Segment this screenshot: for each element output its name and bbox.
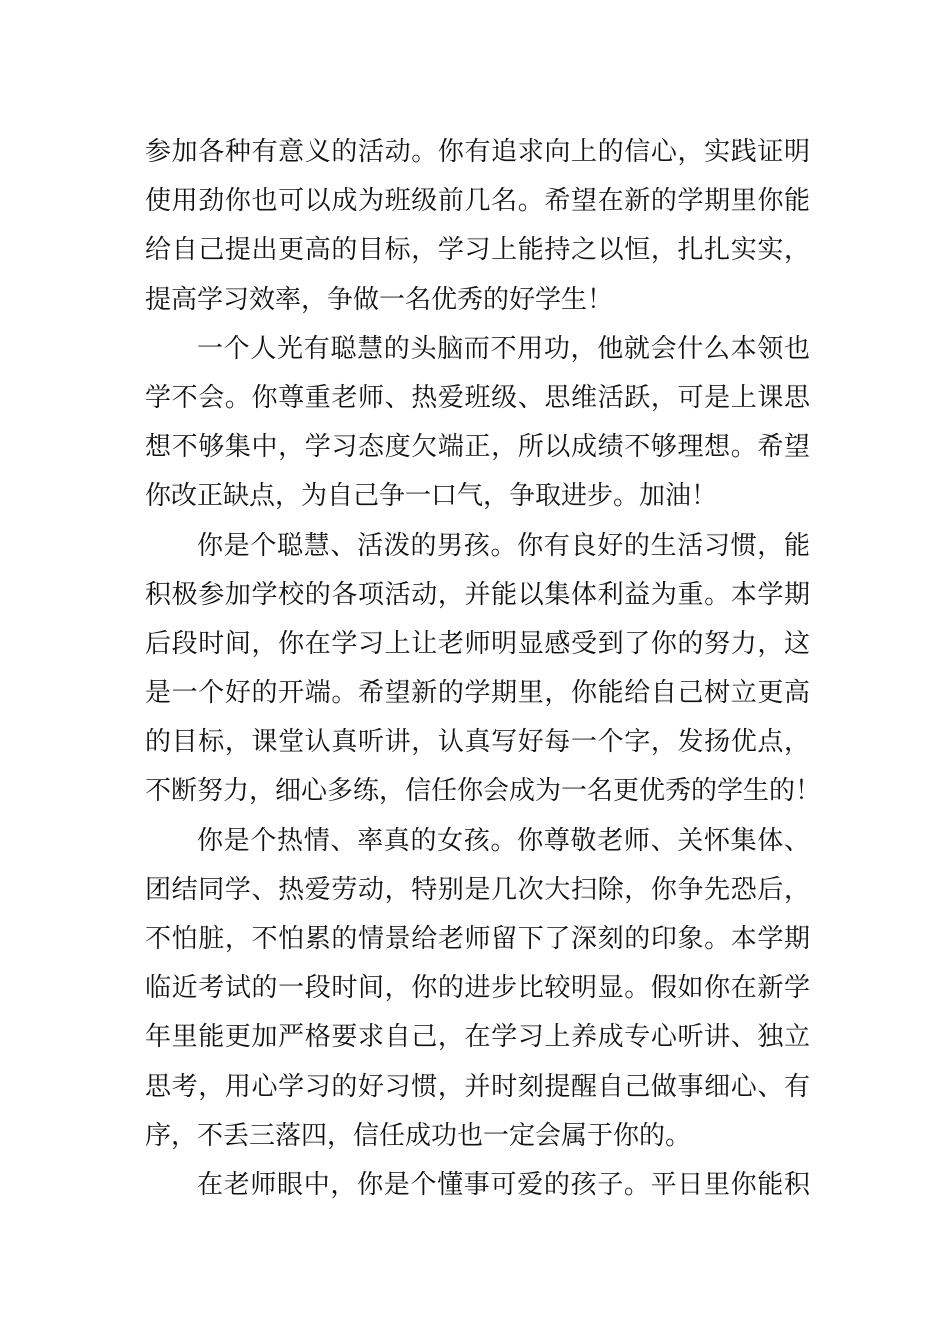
text-line: 一个人光有聪慧的头脑而不用功，他就会什么本领也: [197, 333, 810, 364]
text-line: 提高学习效率，争做一名优秀的好学生！: [145, 284, 614, 315]
text-line: 临近考试的一段时间，你的进步比较明显。假如你在新学: [145, 973, 810, 1004]
text-line: 想不够集中，学习态度欠端正，所以成绩不够理想。希望: [145, 432, 810, 463]
text-line: 积极参加学校的各项活动，并能以集体利益为重。本学期: [145, 579, 810, 610]
text-line: 思考，用心学习的好习惯，并时刻提醒自己做事细心、有: [145, 1071, 810, 1102]
text-line: 在老师眼中，你是个懂事可爱的孩子。平日里你能积: [197, 1169, 810, 1200]
text-line: 团结同学、热爱劳动，特别是几次大扫除，你争先恐后，: [145, 874, 810, 905]
text-line: 不断努力，细心多练，信任你会成为一名更优秀的学生的！: [145, 776, 822, 807]
text-line: 参加各种有意义的活动。你有追求向上的信心，实践证明: [145, 137, 810, 167]
text-line: 后段时间，你在学习上让老师明显感受到了你的努力，这: [145, 628, 810, 659]
text-line: 使用劲你也可以成为班级前几名。希望在新的学期里你能: [145, 186, 810, 217]
text-line: 给自己提出更高的目标，学习上能持之以恒，扎扎实实，: [145, 235, 810, 266]
text-line: 你改正缺点，为自己争一口气，争取进步。加油！: [145, 481, 718, 512]
text-line: 你是个聪慧、活泼的男孩。你有良好的生活习惯，能: [197, 530, 810, 561]
text-line: 你是个热情、率真的女孩。你尊敬老师、关怀集体、: [197, 825, 810, 856]
document-body-text: [145, 128, 822, 1210]
text-line: 年里能更加严格要求自己，在学习上养成专心听讲、独立: [145, 1022, 810, 1053]
text-line: 不怕脏，不怕累的情景给老师留下了深刻的印象。本学期: [145, 924, 810, 954]
text-line: 的目标，课堂认真听讲，认真写好每一个字，发扬优点，: [145, 727, 810, 758]
text-line: 序，不丢三落四，信任成功也一定会属于你的。: [145, 1120, 692, 1151]
text-line: 学不会。你尊重老师、热爱班级、思维活跃，可是上课思: [145, 382, 810, 413]
text-line: 是一个好的开端。希望新的学期里，你能给自己树立更高: [145, 678, 810, 709]
